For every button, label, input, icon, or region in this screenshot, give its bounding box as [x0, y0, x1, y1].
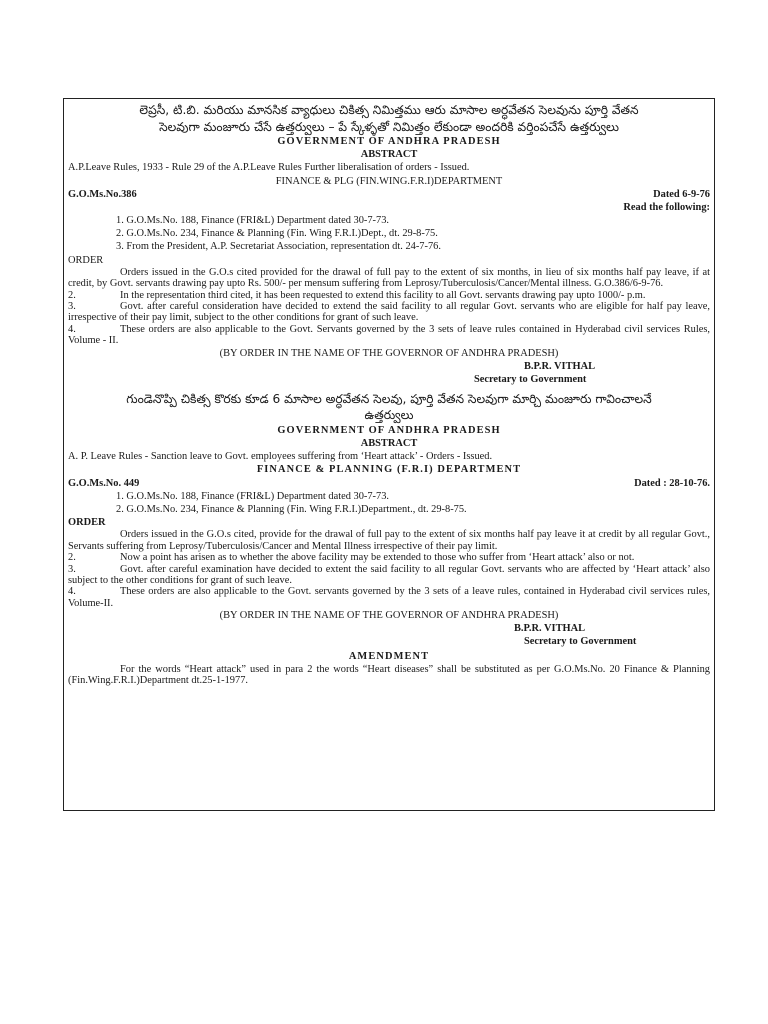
order-paragraph-4: [68, 324, 710, 347]
paragraph-number: 2.: [68, 289, 76, 301]
paragraph-text: These orders are also applicable to the Govt. servants governed by the 3 sets of a leave rules, contained in Hyderabad civil services rules, Volume-II.: [68, 586, 710, 609]
reference-item: 1. G.O.Ms.No. 188, Finance (FRI&L) Department dated 30-7-73.: [116, 490, 389, 502]
government-heading: GOVERNMENT OF ANDHRA PRADESH: [277, 424, 501, 436]
order-paragraph-3: [68, 301, 710, 324]
order-paragraph-1: Orders issued in the G.O.s cited provided for the drawal of full pay to the extent of six months, in lieu of six months half pay leave, if at credit, by Govt. servants drawing pay upto Rs. 500/- per mensum suffering from Leprosy/Tuberculosis/Cancer/Mental illness. G.O.386/6-9-76.: [68, 266, 710, 290]
telugu-title-line-1: లెప్రసీ, టి.బి. మరియు మానసిక వ్యాధులు చికిత్స నిమిత్తము ఆరు మాసాల అర్ధవేతన సెలవును పూర్తి వేతన: [139, 103, 639, 117]
abstract-text: A. P. Leave Rules - Sanction leave to Govt. employees suffering from ‘Heart attack’ - Orders - Issued.: [68, 451, 493, 463]
document-page: [63, 98, 715, 811]
abstract-heading: ABSTRACT: [360, 438, 418, 450]
abstract-heading: ABSTRACT: [360, 149, 418, 161]
signatory-designation: Secretary to Government: [524, 636, 637, 648]
go-number: G.O.Ms.No. 449: [68, 477, 140, 489]
telugu-title-line-1: గుండెనొప్పి చికిత్స కొరకు కూడ 6 మాసాల అర్ధవేతన సెలవు, పూర్తి వేతన సెలవుగా మార్చి మంజూరు గావించాలనే: [126, 391, 652, 406]
signatory-designation: Secretary to Government: [474, 373, 587, 385]
paragraph-text: In the representation third cited, it has been requested to extend this facility to all Govt. servants drawing pay upto 1000/- p.m.: [120, 289, 646, 301]
go-number: G.O.Ms.No.386: [68, 188, 137, 200]
order-paragraph-1: Orders issued in the G.O.s cited, provide for the drawal of full pay to the extent of six months half pay leave it at credit by all regular Govt., Servants suffering from Leprosy/Tuberculosis/Cancer and Mental Illness irrespective of their pay limit.: [68, 529, 710, 552]
go-date: Dated 6-9-76: [653, 188, 710, 200]
telugu-title-line-2: ఉత్తర్వులు: [364, 408, 414, 423]
go-header-row: [68, 188, 710, 201]
by-order-line: (BY ORDER IN THE NAME OF THE GOVERNOR OF ANDHRA PRADESH): [219, 347, 559, 359]
abstract-text: A.P.Leave Rules, 1933 - Rule 29 of the A.P.Leave Rules Further liberalisation of orders - Issued.: [68, 162, 470, 174]
department-heading: FINANCE & PLANNING (F.R.I) DEPARTMENT: [256, 464, 522, 476]
amendment-text: For the words “Heart attack” used in para 2 the words “Heart diseases” shall be substituted as per G.O.Ms.No. 20 Finance & Planning (Fin.Wing.F.R.I.)Department dt.25-1-1977.: [68, 663, 710, 686]
signatory-name: B.P.R. VITHAL: [514, 623, 586, 635]
order-heading: ORDER: [68, 517, 106, 529]
go-date: Dated : 28-10-76.: [634, 477, 710, 489]
reference-item: 2. G.O.Ms.No. 234, Finance & Planning (Fin. Wing F.R.I.)Dept., dt. 29-8-75.: [116, 228, 438, 240]
telugu-title-line-2: సెలవుగా మంజూరు చేసే ఉత్తర్వులు – పే స్కేళ్ళతో నిమిత్తం లేకుండా అందరికి వర్తింపచేసే ఉత్తర్వులు: [159, 119, 619, 134]
paragraph-text: Govt. after careful examination have decided to extent the said facility to all regular Govt. servants who are affected by ‘Heart attack’ also subject to the other conditions for grant of such leave.: [68, 563, 710, 586]
by-order-line: (BY ORDER IN THE NAME OF THE GOVERNOR OF ANDHRA PRADESH): [219, 610, 559, 622]
reference-list: [68, 214, 710, 254]
reference-item: 3. From the President, A.P. Secretariat Association, representation dt. 24-7-76.: [116, 241, 441, 253]
reference-item: 2. G.O.Ms.No. 234, Finance & Planning (Fin. Wing F.R.I.)Department., dt. 29-8-75.: [116, 503, 467, 515]
order-paragraph-2: [68, 290, 710, 301]
order-paragraph-4: [68, 586, 710, 609]
paragraph-text: These orders are also applicable to the Govt. Servants governed by the 3 sets of leave rules contained in Hyderabad civil services Rules, Volume - II.: [68, 323, 710, 347]
paragraph-number: 4.: [68, 323, 76, 335]
go-header-row: [68, 477, 710, 490]
order-paragraph-2: [68, 552, 710, 563]
paragraph-text: Govt. after careful consideration have decided to extend the said facility to all regular Govt. servants who are eligible for half pay leave, irrespective of their pay limit, subject to the other conditions for grant of such leave.: [68, 301, 710, 324]
paragraph-number: 2.: [68, 552, 76, 564]
order-paragraph-3: [68, 564, 710, 587]
paragraph-number: 3.: [68, 301, 76, 313]
amendment-heading: AMENDMENT: [348, 651, 430, 663]
reference-item: 1. G.O.Ms.No. 188, Finance (FRI&L) Department dated 30-7-73.: [116, 215, 389, 227]
paragraph-number: 4.: [68, 586, 76, 598]
reference-list: [68, 490, 710, 516]
order-heading: ORDER: [68, 254, 104, 266]
paragraph-number: 3.: [68, 563, 76, 575]
signatory-name: B.P.R. VITHAL: [524, 360, 596, 372]
paragraph-text: Now a point has arisen as to whether the above facility may be extended to those who suffer from ‘Heart attack’ also or not.: [120, 552, 635, 564]
read-following: Read the following:: [623, 201, 710, 213]
department-heading: FINANCE & PLG (FIN.WING.F.R.I)DEPARTMENT: [275, 175, 503, 187]
government-heading: GOVERNMENT OF ANDHRA PRADESH: [277, 136, 501, 147]
